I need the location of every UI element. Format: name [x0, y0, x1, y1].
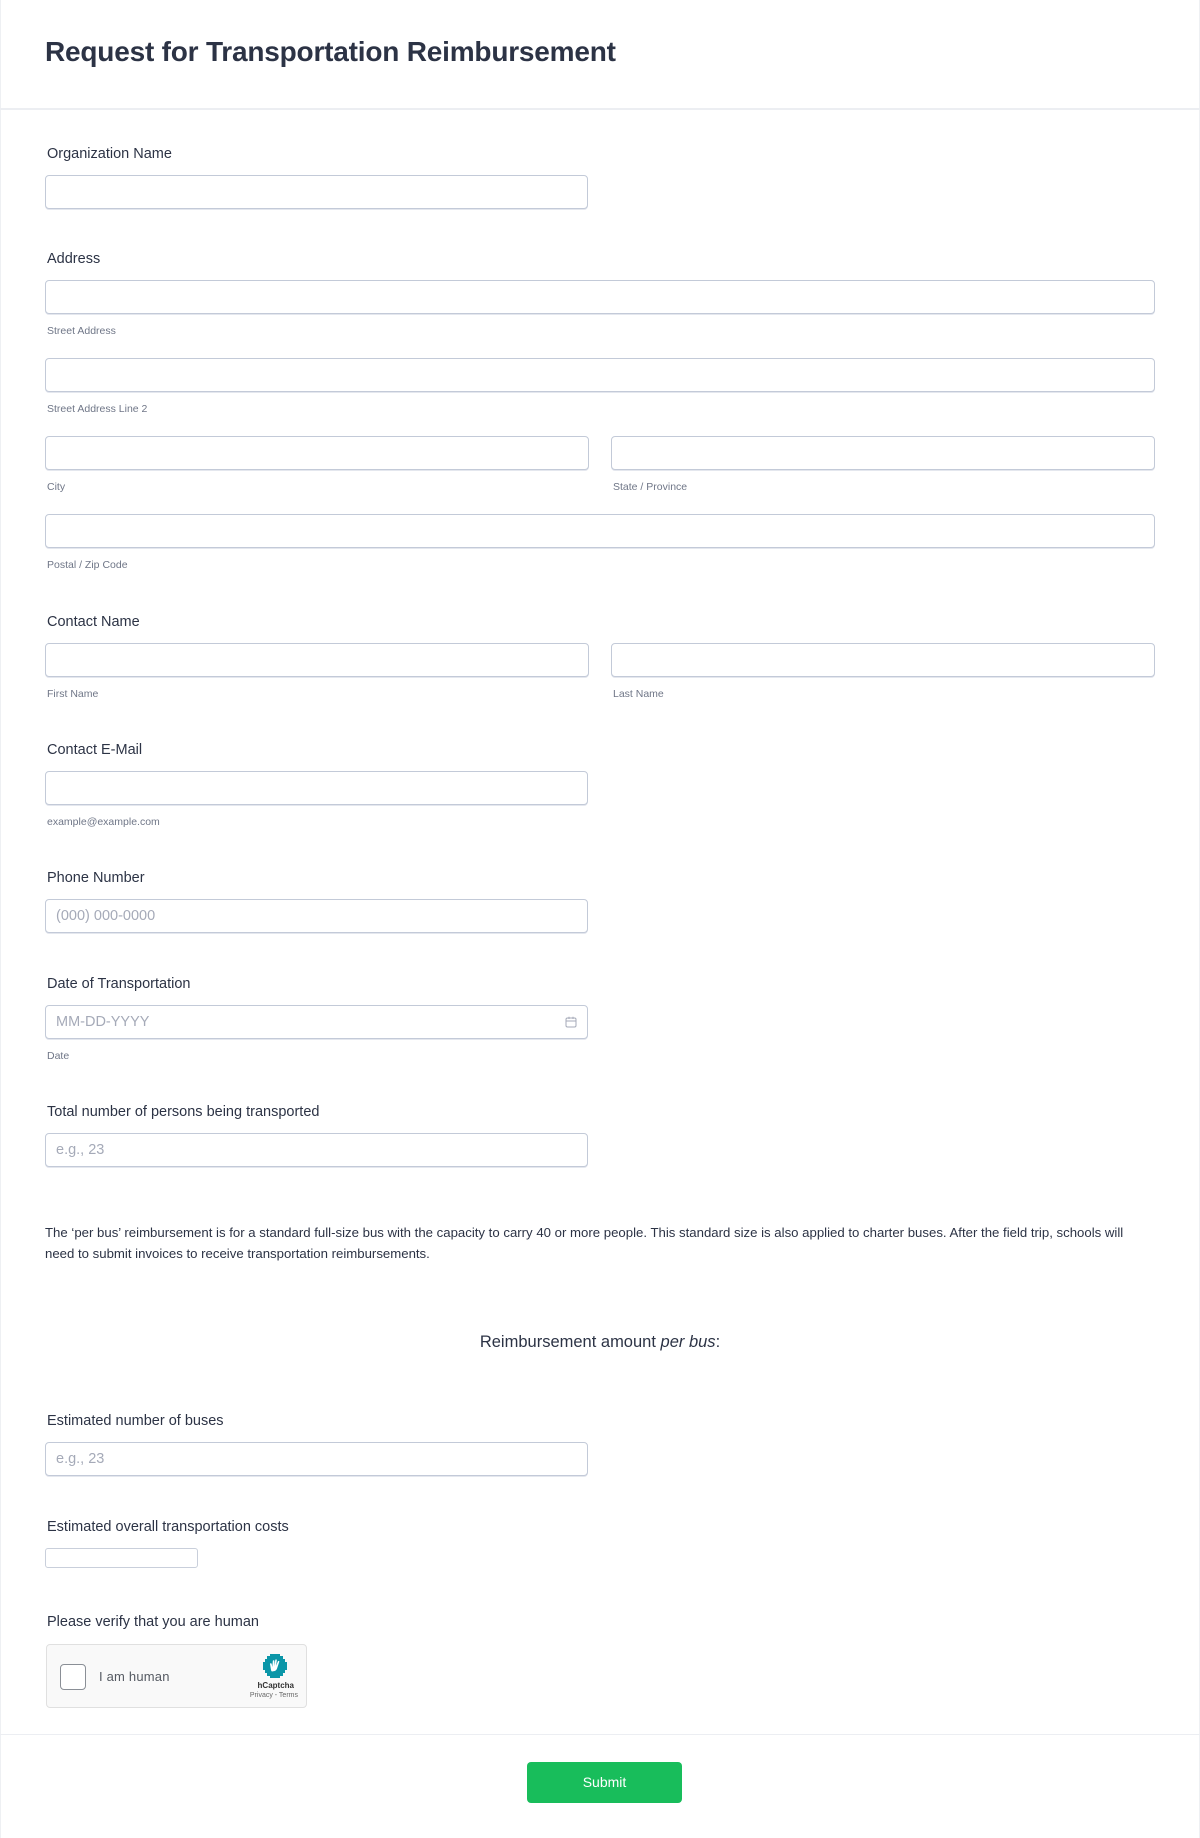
- address-label: Address: [47, 251, 101, 267]
- contact-name-label: Contact Name: [47, 614, 140, 630]
- date-input[interactable]: [45, 1005, 588, 1039]
- street-address-sublabel: Street Address: [47, 325, 116, 337]
- city-input[interactable]: [45, 436, 589, 470]
- submit-button[interactable]: Submit: [527, 1762, 682, 1803]
- first-name-input[interactable]: [45, 643, 589, 677]
- reimbursement-heading-prefix: Reimbursement amount: [479, 1333, 661, 1351]
- last-name-sublabel: Last Name: [613, 688, 664, 700]
- date-label: Date of Transportation: [47, 976, 191, 992]
- captcha-label: Please verify that you are human: [47, 1614, 259, 1630]
- page-title: Request for Transportation Reimbursement: [45, 36, 616, 67]
- hcaptcha-logo-icon: [262, 1653, 288, 1679]
- persons-input[interactable]: [45, 1133, 588, 1167]
- organization-input[interactable]: [45, 175, 588, 209]
- date-sublabel: Date: [47, 1050, 70, 1062]
- date-placeholder: MM-DD-YYYY: [56, 1014, 150, 1030]
- organization-label: Organization Name: [47, 146, 172, 162]
- calendar-icon[interactable]: [565, 1016, 577, 1028]
- footer-divider: [0, 1734, 1200, 1735]
- email-label: Contact E-Mail: [47, 742, 143, 758]
- form-header: [0, 0, 1200, 110]
- persons-placeholder: e.g., 23: [56, 1142, 105, 1158]
- first-name-sublabel: First Name: [47, 688, 99, 700]
- captcha-checkbox[interactable]: [60, 1664, 86, 1690]
- reimbursement-heading-suffix: :: [715, 1333, 721, 1351]
- street-address-input[interactable]: [45, 280, 1155, 314]
- street-address-line2-input[interactable]: [45, 358, 1155, 392]
- email-input[interactable]: [45, 771, 588, 805]
- costs-field[interactable]: [45, 1548, 198, 1568]
- email-sublabel: example@example.com: [47, 816, 160, 828]
- hcaptcha-widget: [46, 1644, 307, 1708]
- buses-placeholder: e.g., 23: [56, 1451, 105, 1467]
- state-province-sublabel: State / Province: [613, 481, 688, 493]
- hcaptcha-links[interactable]: Privacy - Terms: [249, 1692, 298, 1699]
- state-province-input[interactable]: [611, 436, 1155, 470]
- buses-label: Estimated number of buses: [47, 1413, 224, 1429]
- phone-placeholder: (000) 000-0000: [56, 908, 156, 924]
- phone-input[interactable]: [45, 899, 588, 933]
- last-name-input[interactable]: [611, 643, 1155, 677]
- buses-input[interactable]: [45, 1442, 588, 1476]
- postal-code-sublabel: Postal / Zip Code: [47, 559, 128, 571]
- phone-label: Phone Number: [47, 870, 145, 886]
- info-paragraph: The ‘per bus’ reimbursement is for a standard full-size bus with the capacity to carry 40 or more people. This standard size is also applied to charter buses. After the field trip, schools will need to submit invoices to receive transportation reimbursements.: [45, 1225, 1124, 1261]
- persons-label: Total number of persons being transported: [47, 1104, 320, 1120]
- reimbursement-heading: [0, 1333, 1200, 1352]
- city-sublabel: City: [47, 481, 66, 493]
- costs-label: Estimated overall transportation costs: [47, 1519, 289, 1535]
- reimbursement-heading-emphasis: per bus: [660, 1333, 716, 1351]
- hcaptcha-brand: hCaptcha: [257, 1681, 294, 1690]
- captcha-checkbox-label: I am human: [99, 1669, 170, 1684]
- postal-code-input[interactable]: [45, 514, 1155, 548]
- street-address-line2-sublabel: Street Address Line 2: [47, 403, 148, 415]
